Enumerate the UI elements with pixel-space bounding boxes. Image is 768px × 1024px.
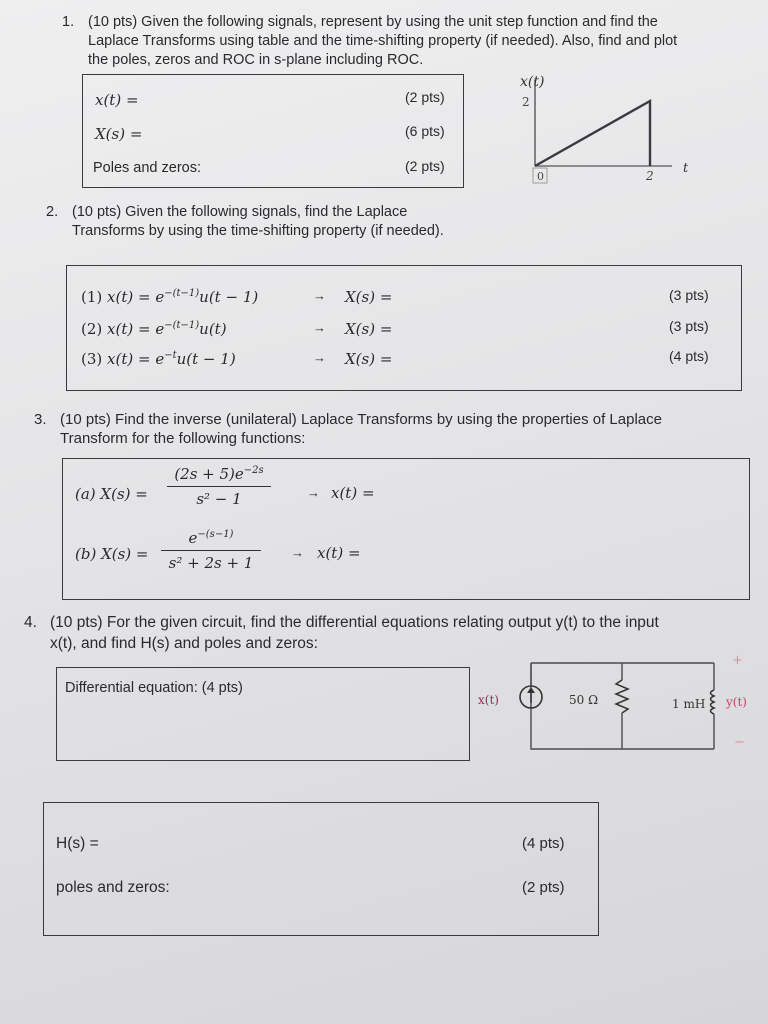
q3b-denominator: s² + 2s + 1 — [161, 550, 261, 572]
q4-line2: x(t), and find H(s) and poles and zeros: — [50, 635, 318, 652]
q2-row3-pts: (4 pts) — [669, 348, 709, 364]
q2-number: 2. — [46, 204, 59, 220]
q3-number: 3. — [34, 411, 47, 428]
q4-number: 4. — [24, 614, 37, 631]
q1-graph-ylabel: x(t) — [520, 74, 545, 90]
q1-xs-label: X(s) = — [95, 125, 143, 143]
q1-xt-label: x(t) = — [95, 91, 139, 109]
circuit-plus: + — [732, 653, 743, 668]
q4-circuit — [470, 640, 760, 770]
q2-row1-signal: (1) $x(t) = e^{-(t-1)}u(t - 1)$ — [81, 288, 259, 306]
circuit-output-label: y(t) — [726, 695, 747, 709]
q1-line3: the poles, zeros and ROC in s-plane including ROC. — [88, 52, 424, 68]
q4-hs-box — [43, 802, 599, 936]
q1-text — [62, 13, 742, 70]
q3-line1: (10 pts) Find the inverse (unilateral) Laplace Transforms by using the properties of Laplace — [60, 411, 662, 428]
q2-row1-pts: (3 pts) — [669, 287, 709, 303]
q1-signal-graph — [500, 68, 700, 188]
q2-row3-signal: (3) $x(t) = e^{-t}u(t - 1)$ — [81, 350, 236, 368]
q2-row2-pts: (3 pts) — [669, 318, 709, 334]
q3a-fraction — [167, 465, 271, 508]
q1-poles-pts: (2 pts) — [405, 158, 445, 174]
q2-row2-result: X(s) = — [345, 320, 393, 338]
q1-poles-label: Poles and zeros: — [93, 160, 202, 176]
circuit-minus: − — [734, 735, 745, 750]
q3b-numerator: e — [188, 529, 198, 547]
q4-pz-pts: (2 pts) — [522, 879, 565, 896]
q3b-fraction — [161, 529, 261, 572]
q3b-arrow: → — [291, 545, 304, 560]
q3a-numerator: (2s + 5)e — [174, 465, 244, 483]
q2-answer-box — [66, 265, 742, 391]
q4-diffeq-box — [56, 667, 470, 761]
q2-text — [46, 203, 516, 241]
q2-row1-arrow: → — [313, 288, 326, 303]
circuit-source-label: x(t) — [478, 693, 499, 707]
q3a-denominator: s² − 1 — [167, 486, 271, 508]
q1-line1: (10 pts) Given the following signals, represent by using the unit step function and find the — [88, 14, 658, 30]
q1-answer-box — [82, 74, 464, 188]
q1-graph-ytick: 2 — [522, 95, 530, 109]
q1-graph-xtick: 2 — [646, 169, 654, 183]
inductor-icon — [711, 690, 715, 714]
q2-row3-result: X(s) = — [345, 350, 393, 368]
q3a-result: x(t) = — [331, 484, 375, 502]
circuit-resistor-label: 50 Ω — [569, 693, 599, 707]
q4-pz-label: poles and zeros: — [56, 879, 170, 896]
q2-row3-arrow: → — [313, 350, 326, 365]
circuit-inductor-label: 1 mH — [672, 697, 706, 711]
q1-graph-xlabel: t — [683, 161, 689, 176]
q3-text — [34, 410, 754, 448]
q3-answer-box — [62, 458, 750, 600]
q2-row2-arrow: → — [313, 320, 326, 335]
q1-number: 1. — [62, 14, 75, 30]
q4-hs-pts: (4 pts) — [522, 835, 565, 852]
q4-line1: (10 pts) For the given circuit, find the differential equations relating output y(t) to the input — [50, 614, 659, 631]
q1-xt-pts: (2 pts) — [405, 89, 445, 105]
q3b-result: x(t) = — [317, 544, 361, 562]
q4-hs-label: H(s) = — [56, 835, 99, 852]
q3b-label: (b) X(s) = — [75, 545, 149, 563]
q3a-label: (a) X(s) = — [75, 485, 148, 503]
q2-line2: Transforms by using the time-shifting property (if needed). — [72, 223, 444, 239]
q3a-arrow: → — [307, 485, 320, 500]
q2-row1-result: X(s) = — [345, 288, 393, 306]
q1-xs-pts: (6 pts) — [405, 123, 445, 139]
q3a-num-exp: −2s — [243, 465, 264, 476]
q3-line2: Transform for the following functions: — [60, 430, 306, 447]
q3b-num-exp: −(s−1) — [197, 529, 234, 540]
q4-diffeq-label: Differential equation: (4 pts) — [65, 680, 243, 696]
q1-line2: Laplace Transforms using table and the time-shifting property (if needed). Also, find and plot — [88, 33, 678, 49]
q1-graph-origin: 0 — [537, 170, 544, 183]
resistor-icon — [616, 680, 628, 713]
q2-row2-signal: (2) $x(t) = e^{-(t-1)}u(t)$ — [81, 320, 227, 338]
q2-line1: (10 pts) Given the following signals, find the Laplace — [72, 204, 408, 220]
